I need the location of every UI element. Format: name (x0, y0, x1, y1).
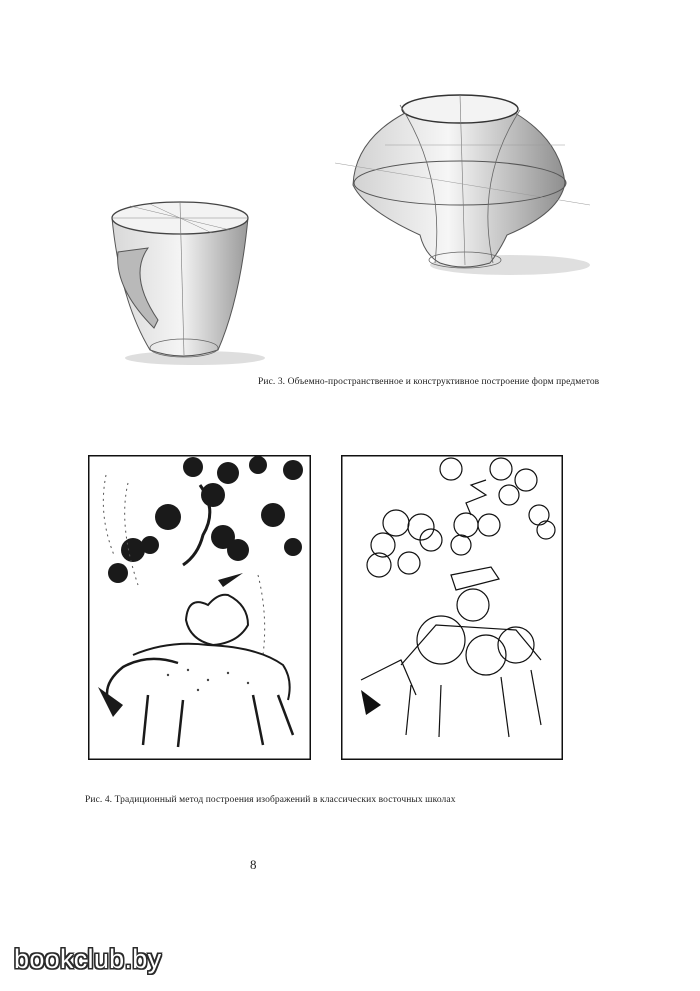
traditional-ink-drawing (88, 455, 311, 760)
figure-4-caption: Рис. 4. Традиционный метод построения изображений в классических восточных школах (85, 795, 456, 805)
site-watermark: bookclub.by (14, 944, 162, 974)
cup-sketch (100, 190, 280, 370)
figure-3-caption: Рис. 3. Объемно-пространственное и конструктивное построение форм предметов (258, 377, 600, 387)
geometric-construction-drawing (341, 455, 563, 760)
page-number: 8 (250, 857, 257, 872)
pot-sketch (325, 85, 605, 285)
